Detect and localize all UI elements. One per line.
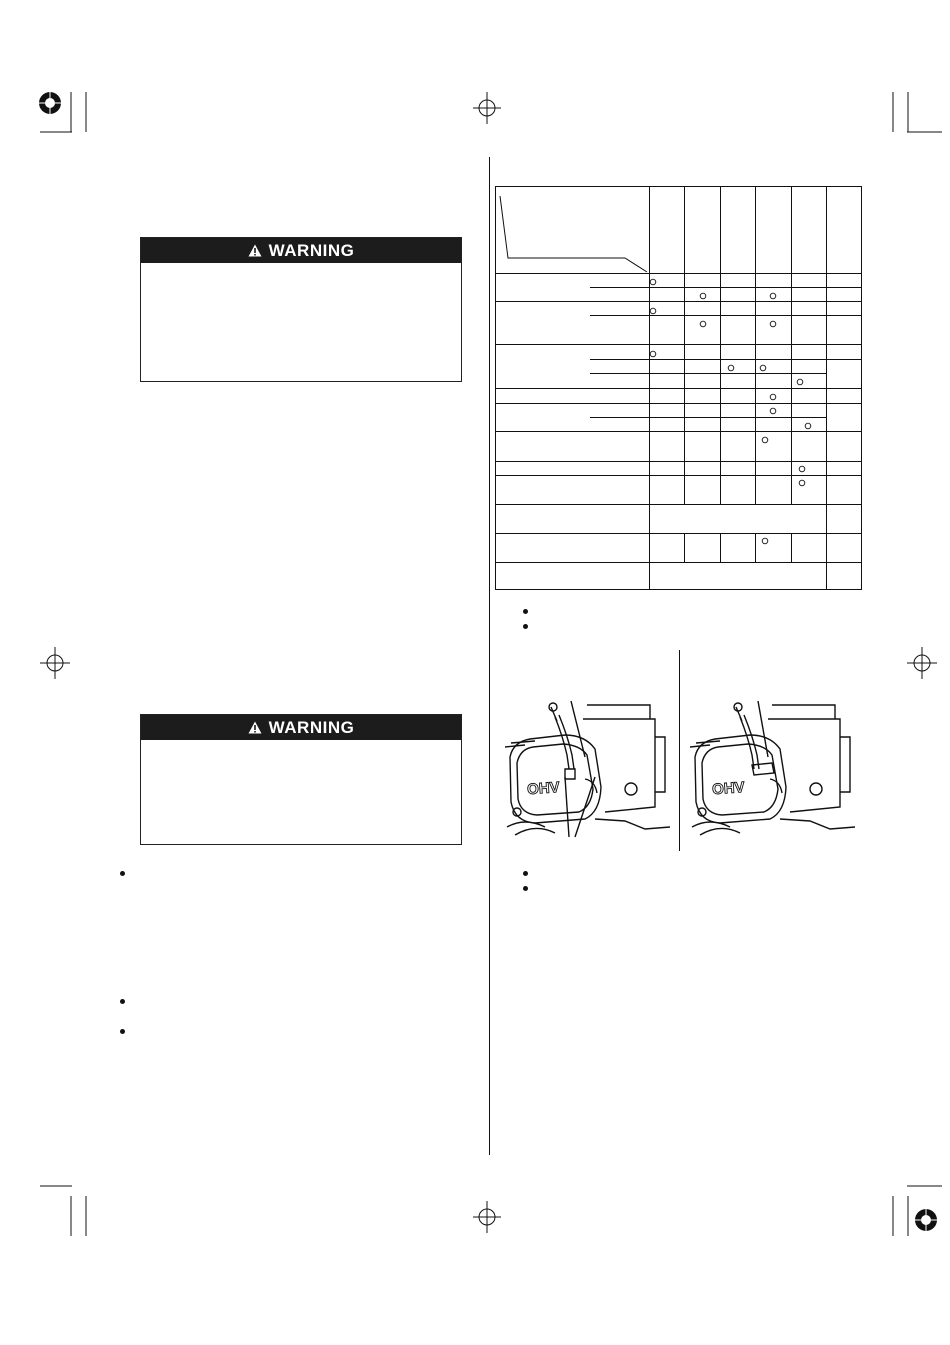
warning-triangle-icon: [248, 244, 262, 257]
registration-target-bottom-right: [893, 1186, 942, 1236]
ohv-lettering-right: OHV: [711, 779, 746, 799]
bullet-left-2: [120, 999, 125, 1004]
crosshair-left-middle: [40, 647, 70, 679]
table-grid: [495, 186, 862, 590]
bullet-right-4: [523, 886, 528, 891]
crosshair-top-center: [473, 92, 501, 124]
engine-figure-left: [505, 697, 675, 847]
bullet-right-3: [523, 871, 528, 876]
warning-header-1: [141, 238, 461, 263]
warning-label-1: WARNING: [268, 240, 355, 260]
maintenance-schedule-table: [495, 186, 862, 590]
crosshair-right-middle: [907, 647, 937, 679]
column-divider: [489, 157, 490, 1155]
warning-box-1: [140, 237, 462, 382]
bullet-right-1: [523, 609, 528, 614]
warning-box-2: [140, 714, 462, 845]
warning-header-2: [141, 715, 461, 740]
warning-triangle-icon: [248, 721, 262, 734]
warning-label-2: WARNING: [268, 717, 355, 737]
bullet-left-1: [120, 871, 125, 876]
crop-mark-top-right: [893, 92, 942, 132]
registration-target-top-left: [38, 91, 86, 132]
crosshair-bottom-center: [473, 1201, 501, 1233]
bullet-right-2: [523, 624, 528, 629]
engine-figure-right: [690, 697, 860, 847]
bullet-left-3: [120, 1029, 125, 1034]
figure-divider: [679, 650, 680, 851]
crop-mark-bottom-left: [40, 1186, 86, 1236]
ohv-lettering-left: OHV: [526, 779, 561, 799]
